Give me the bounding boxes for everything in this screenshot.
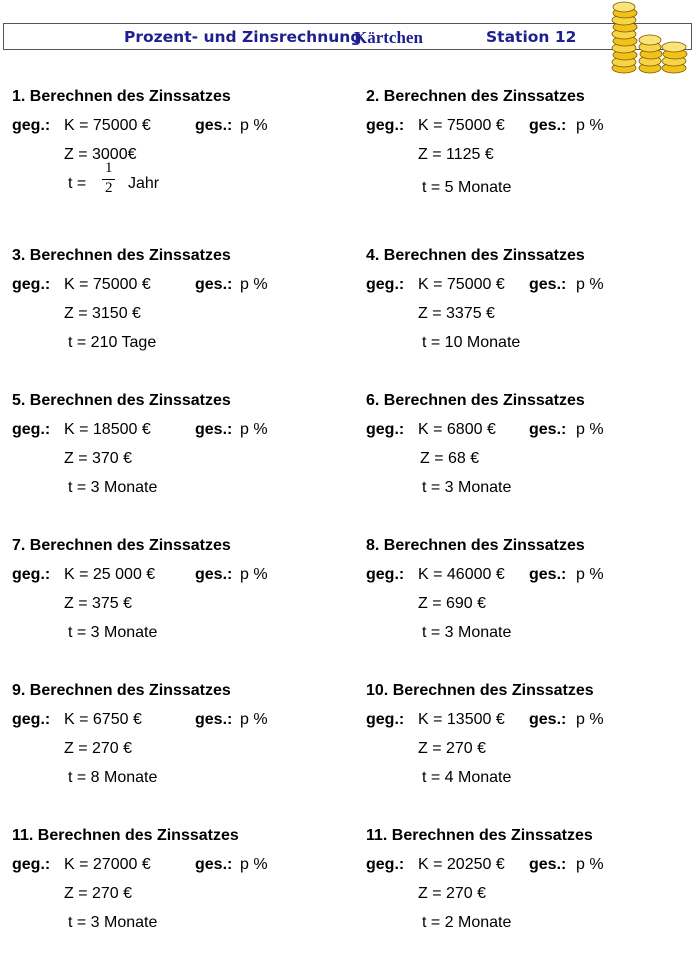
card-title: 11. Berechnen des Zinssatzes (12, 827, 239, 844)
fraction-denominator: 2 (105, 180, 113, 196)
card-title: 3. Berechnen des Zinssatzes (12, 247, 231, 264)
time-value: t = 4 Monate (422, 769, 512, 786)
page-subtitle: Kärtchen (354, 28, 423, 47)
given-label: geg.: (366, 276, 405, 293)
wanted-label: ges.: (529, 566, 567, 583)
interest-value: Z = 270 € (418, 740, 487, 757)
time-unit: Jahr (128, 175, 160, 192)
time-value: t = 3 Monate (422, 624, 512, 641)
card-title: 9. Berechnen des Zinssatzes (12, 682, 231, 699)
exercise-card-11 (12, 827, 352, 957)
card-title: 11. Berechnen des Zinssatzes (366, 827, 593, 844)
card-title: 7. Berechnen des Zinssatzes (12, 537, 231, 554)
capital-value: K = 18500 € (64, 421, 151, 438)
interest-value: Z = 1125 € (418, 146, 494, 163)
interest-value: Z = 3375 € (418, 305, 495, 322)
exercise-card-1 (12, 88, 352, 218)
wanted-label: ges.: (195, 566, 233, 583)
wanted-value: p % (240, 117, 268, 134)
wanted-label: ges.: (195, 711, 233, 728)
card-title: 4. Berechnen des Zinssatzes (366, 247, 585, 264)
interest-value: Z = 270 € (64, 740, 133, 757)
wanted-value: p % (240, 421, 268, 438)
time-prefix: t = (68, 175, 87, 192)
given-label: geg.: (12, 711, 51, 728)
wanted-value: p % (576, 711, 604, 728)
wanted-label: ges.: (529, 117, 567, 134)
capital-value: K = 20250 € (418, 856, 505, 873)
interest-value: Z = 375 € (64, 595, 133, 612)
wanted-label: ges.: (529, 421, 567, 438)
capital-value: K = 6800 € (418, 421, 496, 438)
given-label: geg.: (366, 117, 405, 134)
interest-value: Z = 690 € (418, 595, 487, 612)
station-label: Station 12 (486, 28, 577, 46)
given-label: geg.: (366, 711, 405, 728)
wanted-value: p % (576, 856, 604, 873)
given-label: geg.: (12, 276, 51, 293)
exercise-card-10 (366, 682, 696, 812)
wanted-label: ges.: (529, 276, 567, 293)
exercise-card-3 (12, 247, 352, 377)
time-value: t = 3 Monate (68, 914, 158, 931)
given-label: geg.: (12, 566, 51, 583)
wanted-value: p % (576, 566, 604, 583)
exercise-card-8 (366, 537, 696, 667)
wanted-label: ges.: (195, 117, 233, 134)
time-value: t = 8 Monate (68, 769, 158, 786)
wanted-value: p % (240, 711, 268, 728)
given-label: geg.: (366, 856, 405, 873)
fraction-numerator: 1 (105, 160, 113, 176)
interest-value: Z = 270 € (418, 885, 487, 902)
exercise-card-12 (366, 827, 696, 957)
time-value: t = 2 Monate (422, 914, 512, 931)
capital-value: K = 75000 € (418, 117, 505, 134)
interest-value: Z = 370 € (64, 450, 133, 467)
wanted-value: p % (576, 117, 604, 134)
wanted-label: ges.: (195, 856, 233, 873)
time-value: t = 10 Monate (422, 334, 521, 351)
card-title: 6. Berechnen des Zinssatzes (366, 392, 585, 409)
card-title: 2. Berechnen des Zinssatzes (366, 88, 585, 105)
capital-value: K = 27000 € (64, 856, 151, 873)
exercise-card-6 (366, 392, 696, 522)
exercise-card-4 (366, 247, 696, 377)
time-value: t = 3 Monate (422, 479, 512, 496)
exercise-card-5 (12, 392, 352, 522)
wanted-value: p % (240, 566, 268, 583)
interest-value: Z = 270 € (64, 885, 133, 902)
capital-value: K = 46000 € (418, 566, 505, 583)
coin-stack-icon (604, 0, 694, 76)
wanted-value: p % (576, 421, 604, 438)
wanted-value: p % (240, 856, 268, 873)
exercise-card-9 (12, 682, 352, 812)
given-label: geg.: (12, 117, 51, 134)
given-label: geg.: (366, 566, 405, 583)
wanted-value: p % (576, 276, 604, 293)
card-title: 5. Berechnen des Zinssatzes (12, 392, 231, 409)
capital-value: K = 75000 € (64, 117, 151, 134)
given-label: geg.: (12, 856, 51, 873)
capital-value: K = 75000 € (418, 276, 505, 293)
wanted-label: ges.: (529, 856, 567, 873)
wanted-label: ges.: (195, 421, 233, 438)
time-value: t = 210 Tage (68, 334, 157, 351)
time-value: t = 3 Monate (68, 479, 158, 496)
header-bar (3, 23, 692, 50)
exercise-card-7 (12, 537, 352, 667)
capital-value: K = 13500 € (418, 711, 505, 728)
given-label: geg.: (366, 421, 405, 438)
interest-value: Z = 68 € (420, 450, 480, 467)
interest-value: Z = 3000€ (64, 146, 137, 163)
wanted-label: ges.: (529, 711, 567, 728)
card-title: 1. Berechnen des Zinssatzes (12, 88, 231, 105)
card-title: 8. Berechnen des Zinssatzes (366, 537, 585, 554)
capital-value: K = 25 000 € (64, 566, 156, 583)
given-label: geg.: (12, 421, 51, 438)
page-title: Prozent- und Zinsrechnung (124, 28, 362, 46)
time-value: t = 3 Monate (68, 624, 158, 641)
capital-value: K = 6750 € (64, 711, 142, 728)
exercise-card-2 (366, 88, 696, 218)
interest-value: Z = 3150 € (64, 305, 141, 322)
capital-value: K = 75000 € (64, 276, 151, 293)
wanted-label: ges.: (195, 276, 233, 293)
card-title: 10. Berechnen des Zinssatzes (366, 682, 594, 699)
wanted-value: p % (240, 276, 268, 293)
time-value: t = 5 Monate (422, 179, 512, 196)
